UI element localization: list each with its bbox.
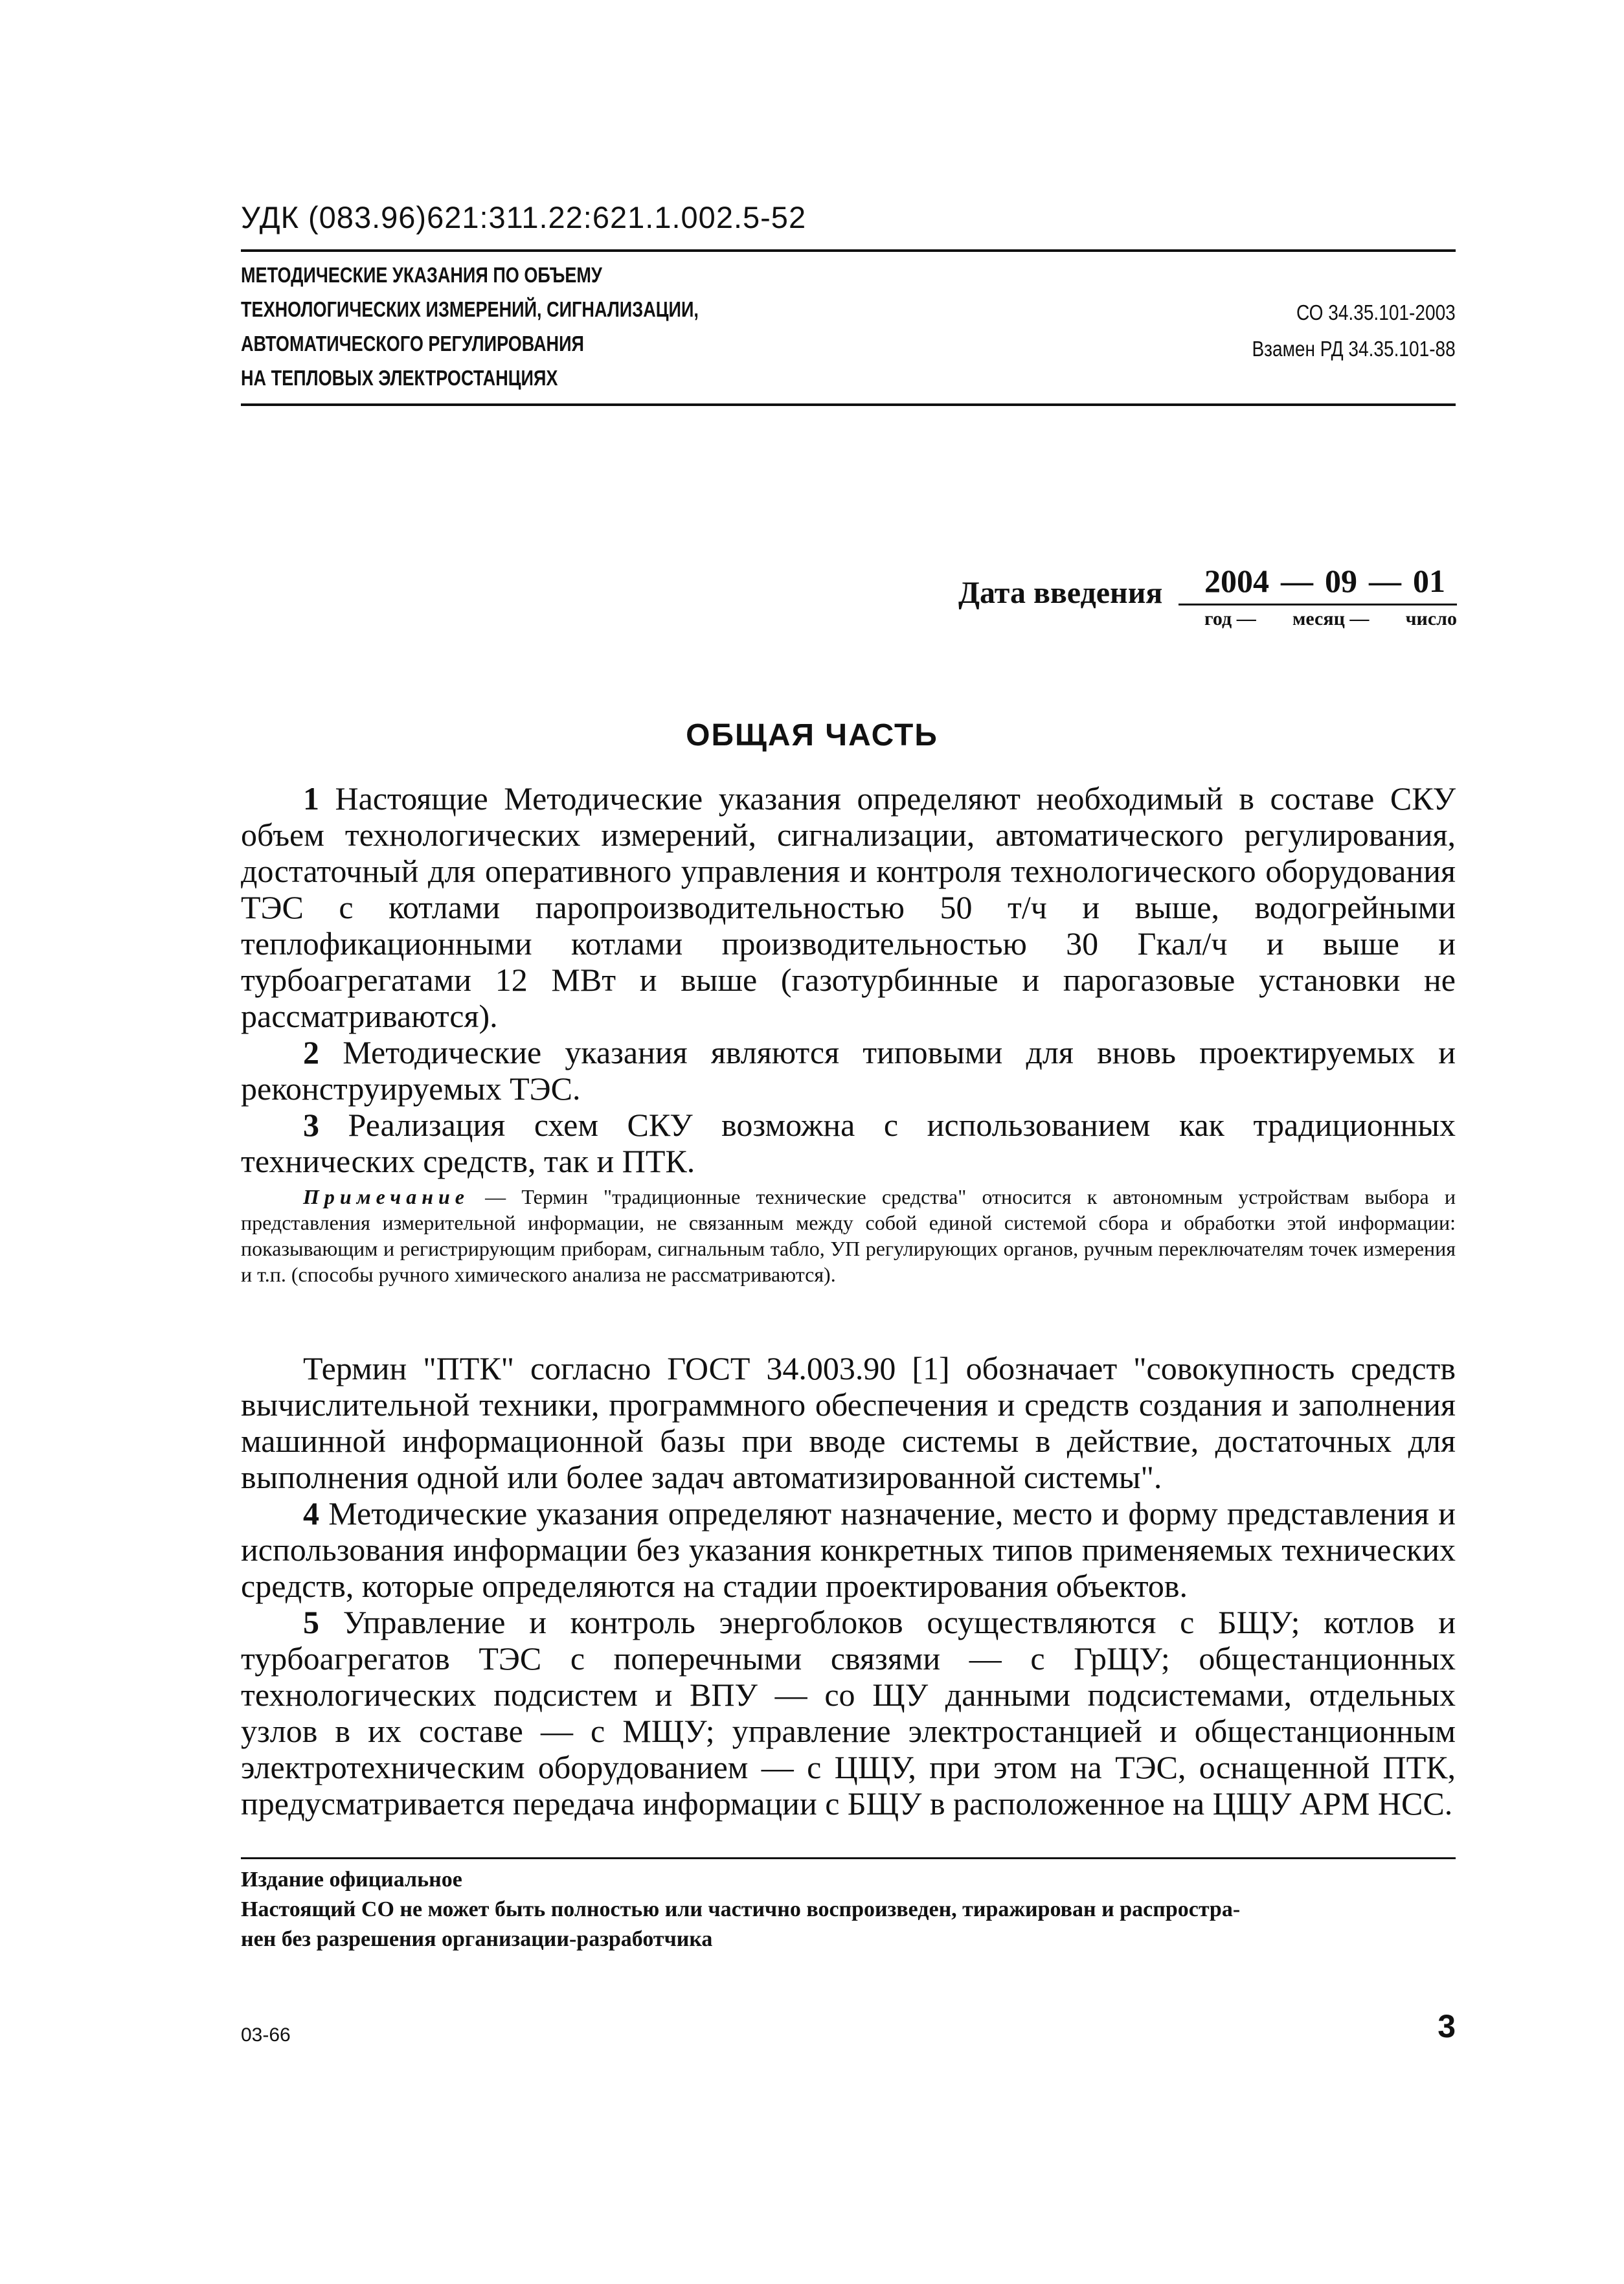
replaces-code: Взамен РД 34.35.101-88 xyxy=(1252,337,1456,361)
copyright-notice-line: нен без разрешения организации-разработчика xyxy=(241,1927,713,1951)
paragraph-number: 1 xyxy=(303,780,319,817)
paragraph-number: 4 xyxy=(303,1495,319,1532)
header-top-rule xyxy=(241,249,1456,252)
paragraph-number: 2 xyxy=(303,1034,319,1070)
title-line: НА ТЕПЛОВЫХ ЭЛЕКТРОСТАНЦИЯХ xyxy=(241,366,558,390)
note-label: Примечание xyxy=(303,1185,469,1208)
section-title: ОБЩАЯ ЧАСТЬ xyxy=(686,718,938,752)
paragraph-ptk-term: Термин "ПТК" согласно ГОСТ 34.003.90 [1] обозначает "совокупность средств вычислительной техники, программного обеспечения и средств создания и заполнения машинной информационной базы при вводе системы в действие, достаточных для выполнения одной или более задач автоматизированной системы". xyxy=(241,1350,1456,1495)
note-text: — Термин "традиционные технические средства" относится к автономным устройствам выбора и представления измерительной информации, не связанным между собой единой системой сбора и обработки этой информации: показывающим и регистрирующим приборам, сигнальным табло, УП регулирующих органов, ручным переключателям точек измерения и т.п. (способы ручного химического анализа не рассматриваются). xyxy=(241,1185,1456,1286)
paragraph-5 xyxy=(241,1604,1456,1822)
print-code: 03-66 xyxy=(241,2024,291,2046)
paragraph-2 xyxy=(241,1034,1456,1107)
page-number: 3 xyxy=(1438,2008,1456,2044)
caption-year: год — xyxy=(1204,608,1256,629)
body-block-2 xyxy=(241,1350,1456,1822)
document-title xyxy=(241,258,825,395)
document-code-block xyxy=(1252,295,1456,367)
header-bottom-rule xyxy=(241,403,1456,406)
intro-year: 2004 xyxy=(1204,563,1269,599)
footer-rule xyxy=(241,1857,1456,1859)
paragraph-text: Управление и контроль энергоблоков осуществляются с БЩУ; котлов и турбоагрегатов ТЭС с поперечными связями — с ГрЩУ; общестанционных технологических подсистем и ВПУ — со ЩУ данными подсистемами, отдельных узлов в их составе — с МЩУ; управление электростанцией и общестанционным электротехническим оборудованием — с ЦЩУ, при этом на ТЭС, оснащенной ПТК, предусматривается передача информации с БЩУ в расположенное на ЦЩУ АРМ НСС. xyxy=(241,1604,1456,1822)
intro-date-label: Дата введения xyxy=(958,576,1163,610)
intro-date-captions xyxy=(1179,605,1457,630)
footer-notice xyxy=(241,1865,1456,1954)
official-edition: Издание официальное xyxy=(241,1868,462,1892)
paragraph-4 xyxy=(241,1495,1456,1604)
paragraph-1 xyxy=(241,780,1456,1034)
title-line: АВТОМАТИЧЕСКОГО РЕГУЛИРОВАНИЯ xyxy=(241,332,584,356)
document-code: СО 34.35.101-2003 xyxy=(1296,300,1456,324)
intro-day: 01 xyxy=(1413,563,1445,599)
paragraph-number: 5 xyxy=(303,1604,319,1640)
paragraph-3 xyxy=(241,1107,1456,1179)
copyright-notice-line: Настоящий СО не может быть полностью или частично воспроизведен, тиражирован и распростра- xyxy=(241,1897,1241,1921)
udc-code: УДК (083.96)621:311.22:621.1.002.5-52 xyxy=(241,200,807,234)
paragraph-number: 3 xyxy=(303,1107,319,1143)
note-block xyxy=(241,1184,1456,1287)
caption-month: месяц — xyxy=(1292,608,1370,629)
title-line: ТЕХНОЛОГИЧЕСКИХ ИЗМЕРЕНИЙ, СИГНАЛИЗАЦИИ, xyxy=(241,297,699,321)
intro-date-numbers xyxy=(1179,562,1457,605)
caption-day: число xyxy=(1405,608,1457,629)
paragraph-text: Методические указания являются типовыми для вновь проектируемых и реконструируемых ТЭС. xyxy=(241,1034,1456,1107)
body-block-1 xyxy=(241,780,1456,1179)
intro-month: 09 xyxy=(1325,563,1357,599)
paragraph-text: Настоящие Методические указания определяют необходимый в составе СКУ объем технологических измерений, сигнализации, автоматического регулирования, достаточный для оперативного управления и контроля технологического оборудования ТЭС с котлами паропроизводительностью 50 т/ч и выше, водогрейными теплофикационными котлами производительностью 30 Гкал/ч и выше и турбоагрегатами 12 МВт и выше (газотурбинные и парогазовые установки не рассматриваются). xyxy=(241,780,1456,1034)
paragraph-text: Реализация схем СКУ возможна с использованием как традиционных технических средств, так и ПТК. xyxy=(241,1107,1456,1179)
date-dash: — xyxy=(1281,563,1313,599)
intro-date-value xyxy=(1179,562,1457,630)
date-dash: — xyxy=(1369,563,1401,599)
title-line: МЕТОДИЧЕСКИЕ УКАЗАНИЯ ПО ОБЪЕМУ xyxy=(241,263,602,287)
paragraph-text: Методические указания определяют назначение, место и форму представления и использования информации без указания конкретных типов применяемых технических средств, которые определяются на стадии проектирования объектов. xyxy=(241,1495,1456,1604)
